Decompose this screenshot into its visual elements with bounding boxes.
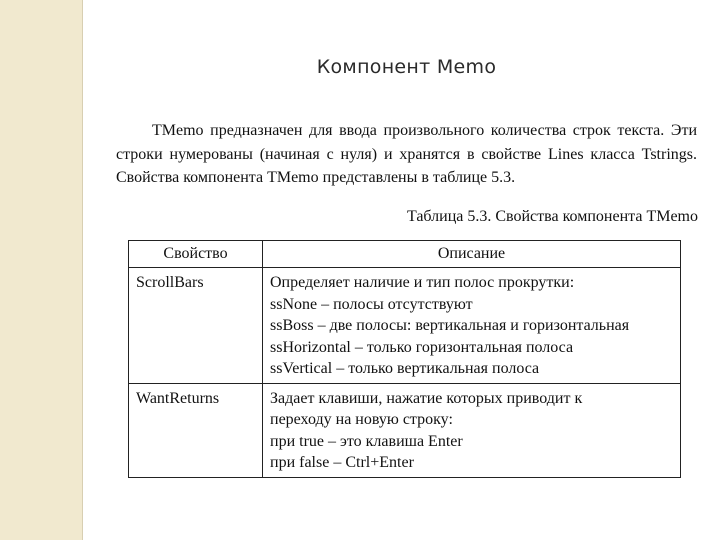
properties-table — [128, 240, 681, 478]
description-line: ssHorizontal – только горизонтальная полоса — [270, 338, 574, 356]
description-line: ssNone – полосы отсутствуют — [270, 295, 473, 313]
table-row — [129, 383, 681, 477]
table-caption: Таблица 5.3. Свойства компонента TMemo — [406, 208, 698, 225]
description-line: ssVertical – только вертикальная полоса — [270, 360, 540, 377]
slide-page — [83, 0, 720, 540]
header-description: Описание — [263, 241, 681, 268]
description-line: переходу на новую строку: — [270, 411, 453, 428]
description-line: при true – это клавиша Enter — [270, 432, 463, 450]
table-header-row — [129, 241, 681, 268]
decorative-side-band — [0, 0, 82, 540]
property-description — [263, 383, 681, 477]
description-line: Определяет наличие и тип полос прокрутки: — [270, 274, 575, 291]
description-line: ssBoss – две полосы: вертикальная и горизонтальная — [270, 317, 630, 334]
property-description — [263, 268, 681, 384]
description-line: при false – Ctrl+Enter — [270, 454, 414, 471]
description-line: Задает клавиши, нажатие которых приводит к — [270, 389, 583, 407]
header-property: Свойство — [129, 241, 263, 268]
property-name: WantReturns — [129, 383, 263, 477]
intro-paragraph: TMemo предназначен для ввода произвольного количества строк текста. Эти строки нумерованы (начиная с нуля) и хранятся в свойстве Lines класса Tstrings. Свойства компонента TMemo представлены в таблице 5.3. — [116, 122, 697, 186]
slide-title: Компонент Memo — [316, 56, 497, 78]
property-name: ScrollBars — [129, 268, 263, 384]
table-row — [129, 268, 681, 384]
